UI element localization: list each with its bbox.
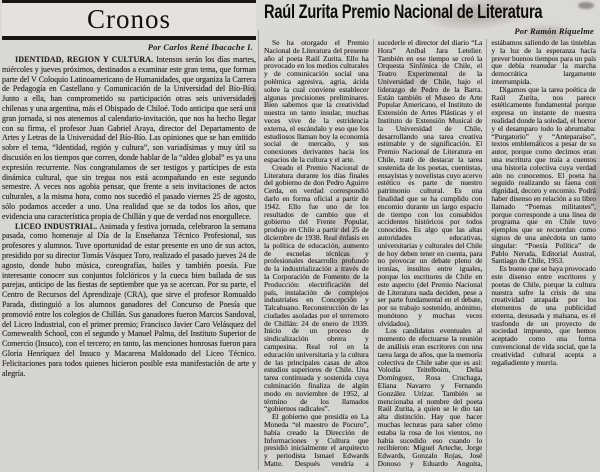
cronos-paragraph-lead: IDENTIDAD, REGION Y CULTURA. [15, 55, 154, 64]
zurita-paragraph: El gobierno que presidía en La Moneda “el maestro de Pocuro”, había creado la Dirección de Informaciones y Cultura que presidió inicialmente el arquitecto y periodista Ismael Edwards Matte. Después vendría a sucederle el director del diario “La Hora” Aníbal Jara Letelier. También en ese tiempo se creó la Orquesta Sinfónica de Chile, el Teatro Experimental de la Universidad de Chile, bajo el liderazgo de Pedro de la Barra. Están también el Museo de Arte Popular Americano, el Instituto de Extensión de Artes Plásticas y el Instituto de Extensión Musical de la Universidad de Chile, desarrollando una tarea creativa estimable y de significación. El Premio Nacional de Literatura en Chile, trató de destacar la tarea sostenida de los poetas, cuentistas, ensayistas y novelistas cuyo acervo estético es parte de nuestro patrimonio cultural. Es una finalidad que se ha cumplido con encomio durante un largo espacio de tiempo con los consabidos accidentes históricos por todos conocidos. Es algo que las altas autoridades educativas, universitarias y culturales del Chile de hoy deben tener en cuenta, para no provocar un debate pleno de ironías, insultos entre iguales, porque los escritores de Chile en este aspecto (del Premio Nacional de Literatura nada deciden, pese a ser parte fundamental en el debate, por su trabajo sostenido, anónimo, monótono y muchas veces olvidados). [264, 39, 483, 469]
cronos-section-title: Cronos [86, 4, 171, 34]
cronos-body [2, 55, 256, 378]
zurita-paragraph: Digamos que la tarea poética de Raúl Zurita, nos parece estéticamente fundamental porque expresa un instante de nuestra realidad donde la soledad, el horror y el desamparo todo lo abrumaba: “Purgatorio” y “Anteparaíso”, textos emblemáticos a pesar de su autor, porque como decimos eran una escritura que traía a cuentos una historia colectiva cuya verdad aún no conocemos. El poeta ha seguido realizando su faena con dignidad, decoro y encomio. Podrá haber disenso en relación a su libro llamado “Poemas militantes”, porque corresponde a una línea de programa que en Chile tuvo ejemplos que se recuerdan como signos de una anécdota un tanto singular: “Poesía Política” de Pablo Neruda, Editorial Austral, Santiago de Chile, 1953. [491, 84, 596, 266]
zurita-article [264, 0, 596, 472]
zurita-headline: Raúl Zurita Premio Nacional de Literatura [264, 2, 543, 23]
cronos-paragraph-text: Animada y festiva jornada, celebraron la semana pasada, como homenaje al Día de la Enseñanza Técnico Profesional, sus profesores y alumnos. Tuve oportunidad de estar presente en uno de sus actos, presidido por su director Tomás Vásquez Toro, realizado el pasado jueves 24 de agosto, donde hubo música, coreografías, bailes y también poesía. Fue interesante conocer sus conjuntos folclóricos y la cueca bien bailada de sus parejas, anticipo de las fiestas de septiembre que ya se acercan. Por su parte, el Centro de Recursos del Aprendizaje (CRA), que sirve el profesor Romualdo Parada, distinguió a los alumnos ganadores del Concurso de Poesía que promovió entre los colegios de Chillán. Sus ganadores fueron Marcos Sandoval, del Liceo Industrial, con el primer premio; Francisco Javier Caro Velásquez del Comewealth School, con el segundo y Manuel Palma, del Instituto Superior de Comercio (Insuco), con el tercero; en tanto, las menciones honrosas fueron para Gloria Henríquez del Insuco y Macarena Maldonado del Liceo Técnico. Felicitaciones para todos quienes hicieron posible esta manifestación de arte y alegría. [2, 221, 256, 378]
masthead-bottom-rule [2, 36, 256, 40]
cronos-section [2, 0, 256, 378]
cronos-paragraph-liceo [2, 222, 256, 379]
cronos-masthead [2, 0, 256, 40]
zurita-paragraph: Es bueno que se haya provocado este disenso entre escritores y poetas de Chile, porque la cultura nuestra sufre la crisis de una creatividad atrapada por los elementos de una publicidad externa, desusada y malsana, es el trasfondo de un proyecto de sociedad impuesto, que hemos aceptado como una forma convencional de vida social, que la creatividad cultural acepta a regañadiente y murria. [491, 264, 596, 367]
zurita-paragraph: Creado el Premio Nacional de Literatura durante los días finales del gobierno de don Pedro Aguirre Cerda, en verdad correspondió darlo en forma oficial a partir de 1942. Ello fue uno de los resultados de cambio que el gobierno del Frente Popular, produjo en Chile a partir del 25 de diciembre de 1938. Real énfasis en la política de educación, aumento de escuelas técnicas y profesionales desarrollo profundo de la industrialización a través de la Corporación de Fomento de la Producción: electrificación del país, instalación de complejos industriales en Concepción y Talcahuano. Reconstrucción de las ciudades asoladas por el terremoto de Chillán: 24 de enero de 1939. Inicio de un proceso de sindicalización obrera y campesina. Real rol en la educación universitaria y la cultura de las principales casas de altos estudios superiores de Chile. Una tarea continuada y sostenida cuya culminación finaliza de algún modo en noviembre de 1952, al término de los llamados “gobiernos radicales”. [264, 162, 369, 414]
cronos-paragraph-lead: LICEO INDUSTRIAL. [15, 221, 98, 231]
zurita-column-text [264, 39, 596, 472]
zurita-paragraph: Los candidatos eventuales al momento de efectuarse la reunión de análisis eran escritores con una tarea larga de años, que la memoria colectiva de Chile sabe que es así: Volodia Teitelboim, Delia Domínguez, Rosa Cruchaga, Eliana Navarro y Fernando González Urízar. También se mencionaba el nombre del poeta Raúl Zurita, a quien se le dio tan alta distinción. Hay que hacer muchas lecturas para saber cómo estaba la rosa de los vientos, no había sucedido eso cuando lo recibieron: Miguel Arteche, Jorge Edwards, Gonzalo Rojas, José Donoso y Eduardo Anguita, estábamos saliendo de las tinieblas y la luz de la esperanza hacía prever buenos tiempos para un país que debía reanudar la marcha democrática largamente interrumpida. [377, 39, 596, 469]
cronos-byline: Por Carlos René Ibacache I. [147, 42, 253, 52]
zurita-byline: Por Ramón Riquelme [514, 26, 594, 36]
cronos-paragraph-text: Intensos serán los días martes, miércoles y jueves próximos, destinados a examinar este gran tema, que forman parte del V Coloquio Latinoamericano de Humanidades, que organiza la Carrera de Pedagogía en Castellano y Comunicación de la Universidad del Bío-Bío. Junto a ella, han comprometido su participación otras seis universidades chilenas y una argentina, más el Obispado de Chiloé. Todo anticipa que será una gran jornada, si nos atenemos al calendario-invitación, que nos ha hecho llegar con su firma, el profesor Juan Gabriel Araya, director del Departamento de Artes y Letras de la Universidad del Bío-Bío. Las opiniones que se han emitido sobre el tema, “Identidad, región y cultura”, son variadísimas y muy útil su discusión en los tiempos que corren, donde hablar de la “aldea global” es ya una expresión recurrente. Nos congratulamos de ser testigos y partícipes de esta dinámica cultural, que sin tregua nos está acompañando en este segundo semestre. A veces nos agobia pensar, que frente a seis invitaciones de actos culturales, a la misma hora, como nos sucedió el pasado viernes 25 de agosto, sólo podamos acceder a uno. Una realidad que se da todos los años, que evidencia una característica propia de Chillán y que de verdad nos enorgullece. [2, 55, 256, 221]
zurita-paragraph: Se ha otorgado el Premio Nacional de Literatura del presente año al poeta Raúl Zurita. Ello ha provocado en los medios culturales y de comunicación social una polémica agresiva, agria, ácida sobre la cual conviene establecer algunas precisiones preliminares. Bien sabemos que la creatividad nuestra un tanto insular, muchas veces vive de la estridencia externa, el escándalo y eso que los estudiosos llaman hoy la economía social de mercado, y sus conexiones derivantes hacia los espacios de la cultura y el arte. [264, 39, 369, 164]
cronos-paragraph-identidad [2, 55, 256, 222]
